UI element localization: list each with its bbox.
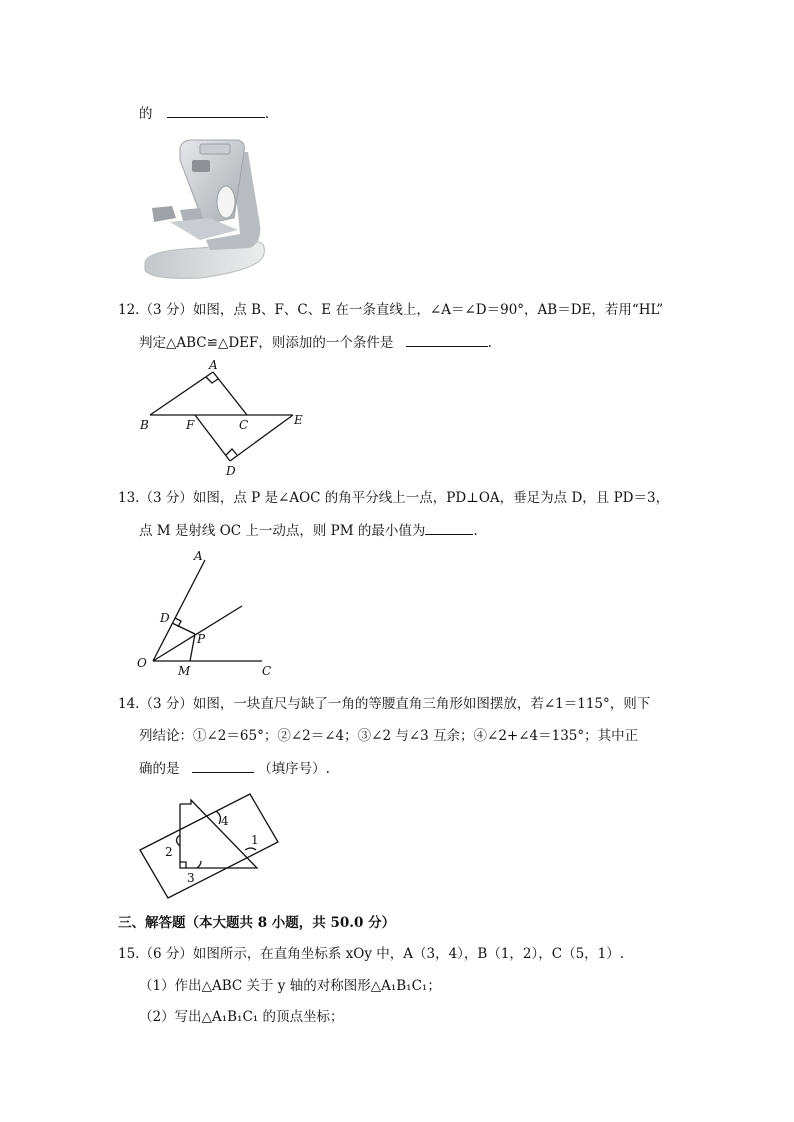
q14-right-angle xyxy=(180,862,186,868)
q13-label-a: A xyxy=(194,549,203,563)
q12-label-a: A xyxy=(209,358,218,372)
q11-suffix: . xyxy=(264,106,270,122)
q12-line2-suffix: . xyxy=(487,335,492,351)
q12-segment-fd xyxy=(195,415,230,461)
q13-line1: 13.（3 分）如图，点 P 是∠AOC 的角平分线上一点，PD⊥OA，垂足为点 D，且 PD＝3， xyxy=(118,490,670,506)
q14-label-2: 2 xyxy=(165,845,173,859)
q13-right-angle-d xyxy=(175,618,181,627)
q12-label-f: F xyxy=(186,418,195,432)
q15-sub2: （2）写出△A₁B₁C₁ 的顶点坐标； xyxy=(139,1009,344,1025)
q12-label-b: B xyxy=(140,418,149,432)
q13-line2-suffix: . xyxy=(473,523,478,539)
q11-answer-line xyxy=(139,103,269,123)
q12-line1: 12.（3 分）如图，点 B、F、C、E 在一条直线上，∠A＝∠D＝90°，AB＝DE，若用“HL” xyxy=(118,302,664,318)
q14-figure xyxy=(135,790,285,900)
q15-line1: 15.（6 分）如图所示，在直角坐标系 xOy 中，A（3，4），B（1，2），C（5，1）. xyxy=(118,946,625,962)
q12-label-d: D xyxy=(226,464,236,478)
q13-label-m: M xyxy=(178,664,191,678)
phone-stand-image xyxy=(140,130,270,280)
q14-line1: 14.（3 分）如图，一块直尺与缺了一角的等腰直角三角形如图摆放，若∠1＝115°，则下 xyxy=(118,696,651,712)
q13-label-o: O xyxy=(137,656,147,670)
q12-label-e: E xyxy=(294,413,303,427)
q12-segment-ac xyxy=(213,372,247,415)
q14-arc-3 xyxy=(197,861,201,868)
q12-right-angle-a xyxy=(206,377,218,383)
q14-line2: 列结论：①∠2＝65°；②∠2＝∠4；③∠2 与∠3 互余；④∠2+∠4＝135°；其中正 xyxy=(139,728,639,744)
q14-label-3: 3 xyxy=(187,871,195,885)
q12-line2 xyxy=(139,332,492,352)
q15-sub1: （1）作出△ABC 关于 y 轴的对称图形△A₁B₁C₁； xyxy=(139,978,441,994)
q13-figure xyxy=(135,548,285,683)
q12-figure xyxy=(138,358,318,488)
q13-line2-text: 点 M 是射线 OC 上一动点，则 PM 的最小值为 xyxy=(139,523,426,539)
q13-label-p: P xyxy=(197,632,206,646)
q14-arc-4 xyxy=(216,811,220,824)
q12-line2-text: 判定△ABC≌△DEF，则添加的一个条件是 xyxy=(139,335,394,351)
q14-label-1: 1 xyxy=(251,833,259,847)
q13-label-c: C xyxy=(262,664,272,678)
q14-line3 xyxy=(139,758,330,778)
q14-line3-suffix: （填序号）. xyxy=(258,761,330,777)
q11-answer-blank[interactable] xyxy=(167,103,265,118)
q12-right-angle-d xyxy=(226,449,237,455)
q12-label-c: C xyxy=(239,418,249,432)
q13-label-d: D xyxy=(160,611,170,625)
q11-prefix: 的 xyxy=(139,106,153,122)
q13-line2 xyxy=(139,520,478,540)
q14-answer-blank[interactable] xyxy=(192,758,254,773)
q14-line3-text: 确的是 xyxy=(139,761,180,777)
q14-label-4: 4 xyxy=(221,814,229,828)
q12-segment-ab xyxy=(150,372,213,415)
q14-arc-1 xyxy=(245,848,256,850)
q13-answer-blank[interactable] xyxy=(425,520,473,535)
section-3-heading: 三、解答题（本大题共 8 小题，共 50.0 分） xyxy=(118,915,396,931)
q12-answer-blank[interactable] xyxy=(406,332,488,347)
q13-segment-pd xyxy=(172,623,195,634)
